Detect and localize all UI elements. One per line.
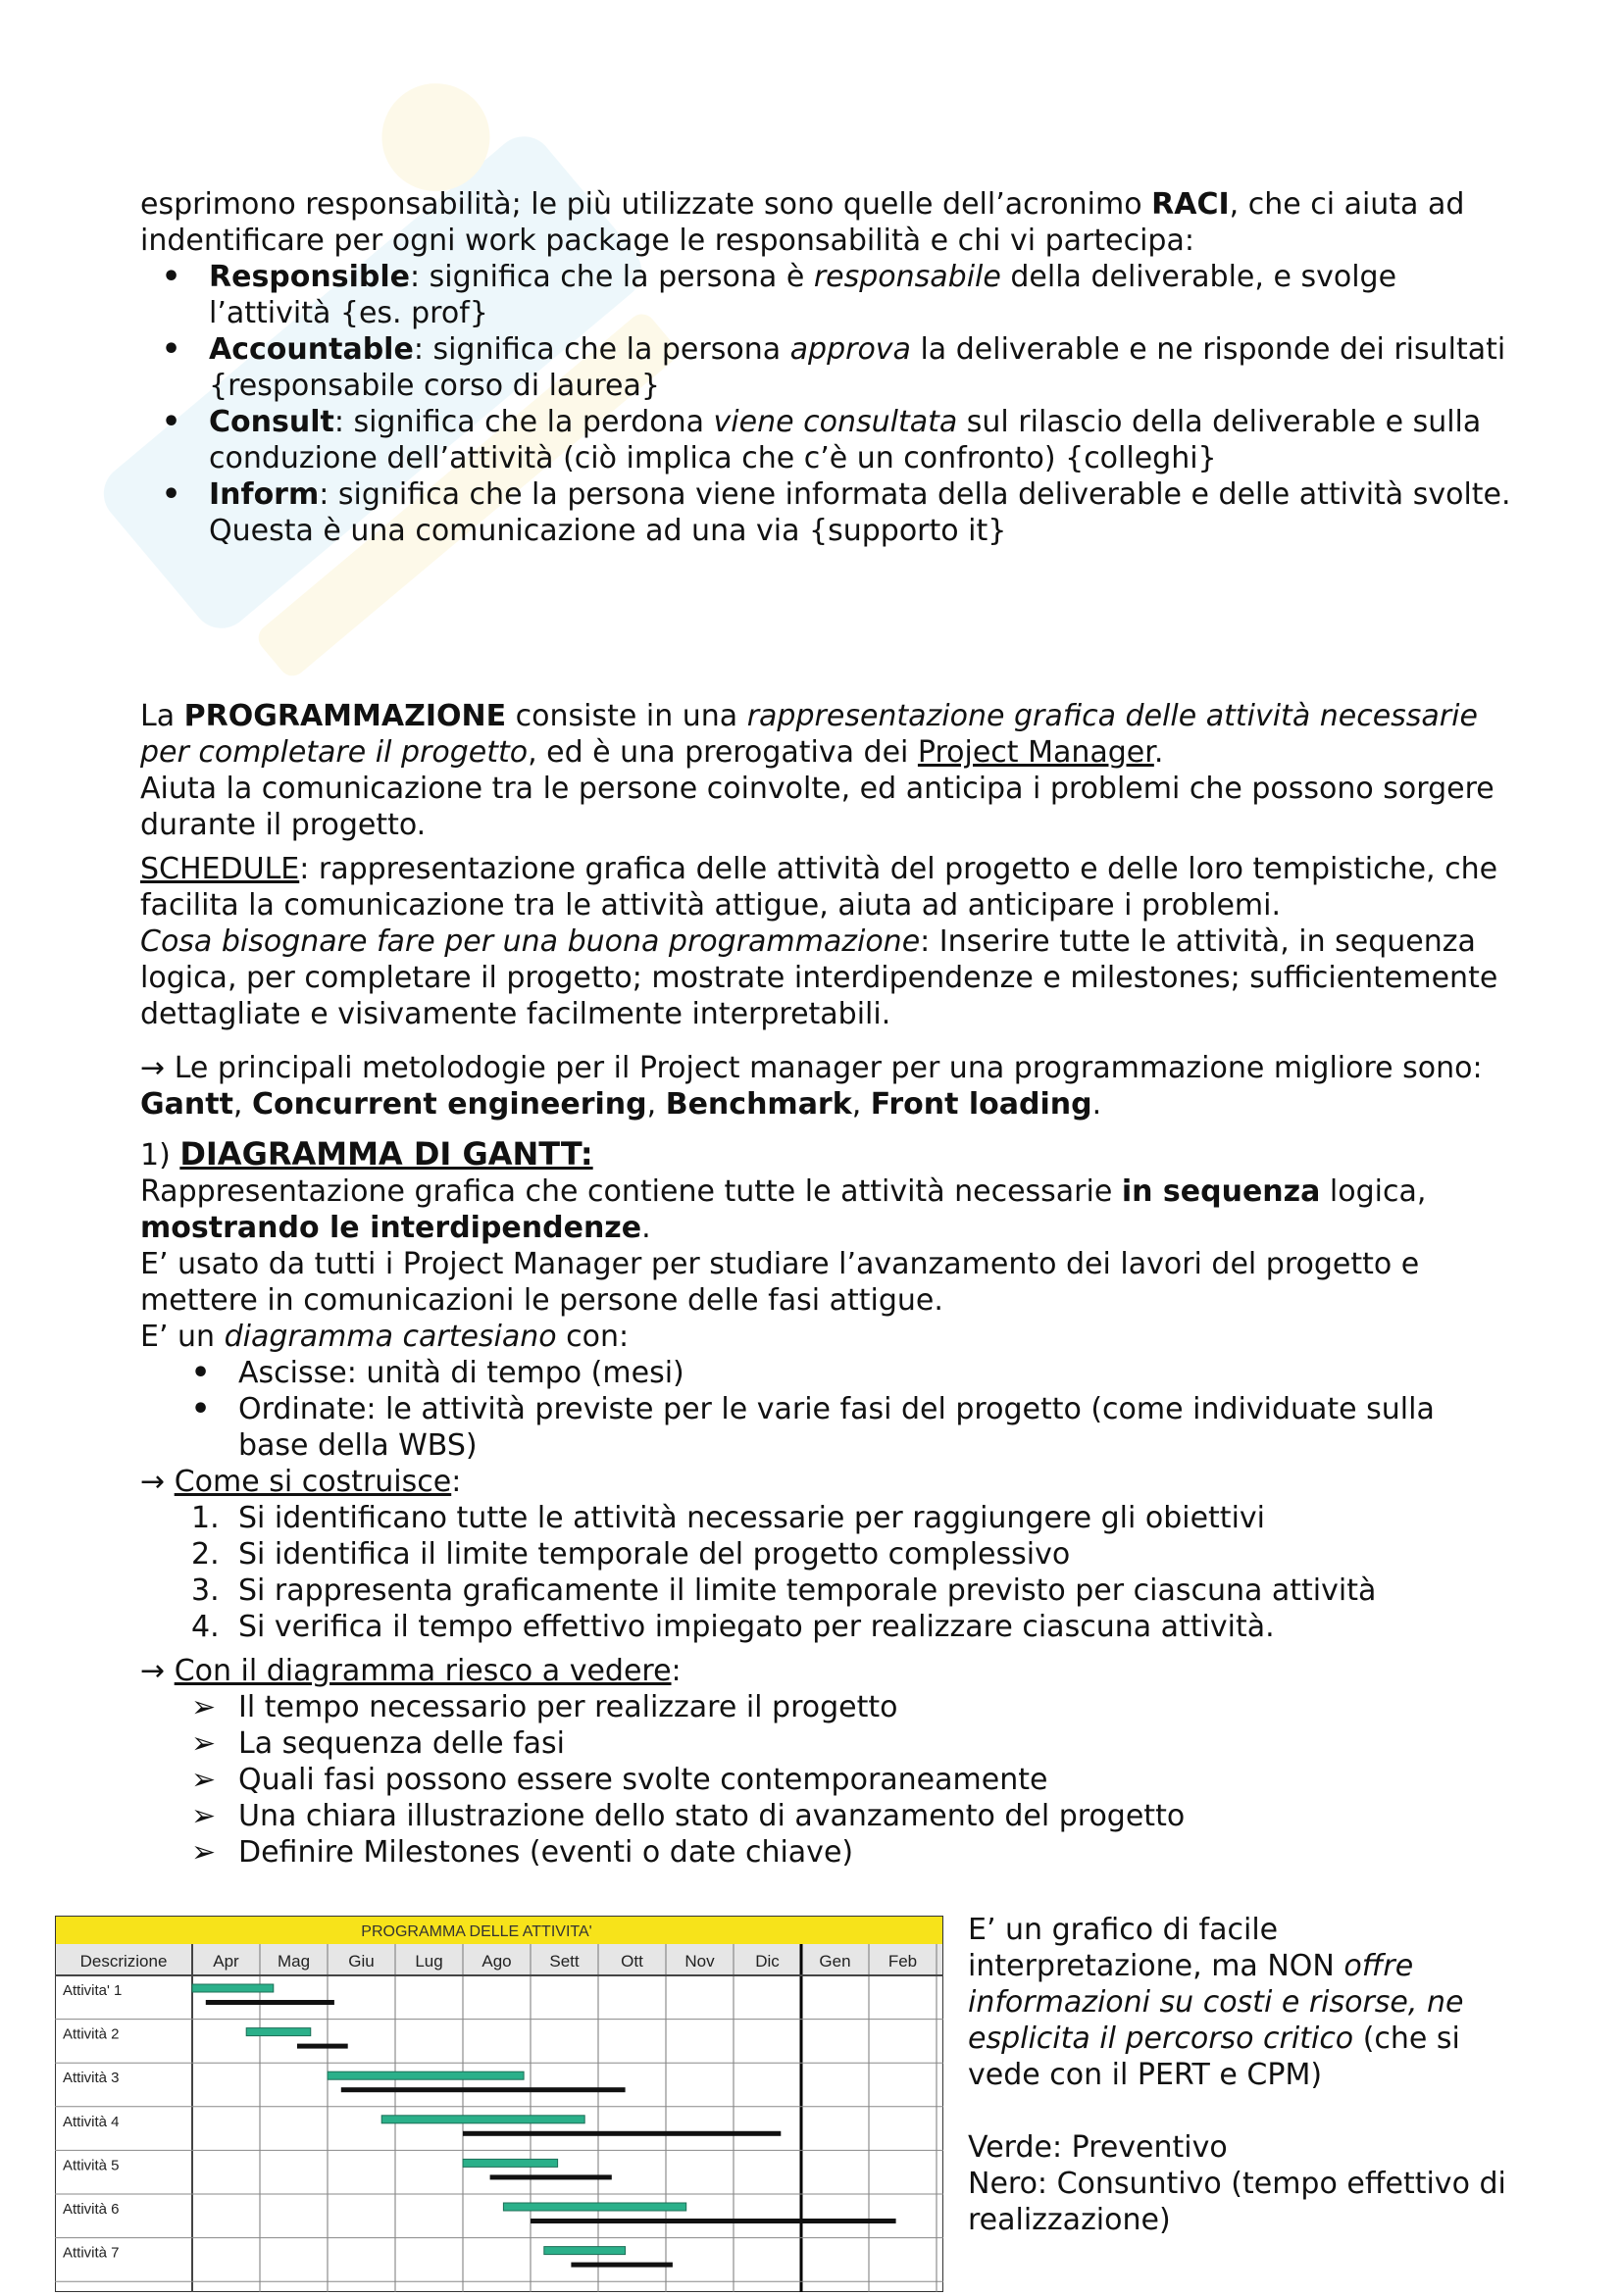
raci-item-accountable (140, 331, 1513, 404)
raci-item-inform (140, 476, 1513, 549)
raci-item-responsible (140, 259, 1513, 331)
step-text: Si verifica il tempo effettivo impiegato per realizzare ciascuna attività. (238, 1610, 1275, 1644)
gantt-paragraph-1 (140, 1173, 1513, 1246)
month-label: Gen (819, 1952, 851, 1971)
see-heading (140, 1653, 1513, 1689)
method-benchmark: Benchmark (665, 1087, 852, 1122)
prog-paragraph-2: Aiuta la comunicazione tra le persone coinvolte, ed anticipa i problemi che possono sorgere durante il progetto. (140, 772, 1494, 842)
item-text: Definire Milestones (eventi o date chiave) (238, 1835, 854, 1870)
raci-term: Responsible (209, 260, 410, 294)
month-label: Lug (415, 1952, 443, 1971)
step-number: 3. (191, 1573, 220, 1608)
raci-acronym: RACI (1151, 187, 1230, 222)
planned-bar (192, 1984, 274, 1992)
list-item (140, 1536, 1513, 1572)
task-label: Attività 5 (63, 2157, 120, 2174)
axes-list (140, 1355, 1513, 1464)
actual-bar (490, 2174, 612, 2179)
month-label: Giu (348, 1952, 375, 1971)
month-label: Feb (887, 1952, 918, 1971)
month-label: Mag (277, 1952, 311, 1971)
actual-bar (531, 2219, 896, 2223)
step-number: 1. (191, 1501, 220, 1535)
item-text: Una chiara illustrazione dello stato di avanzamento del progetto (238, 1799, 1186, 1833)
schedule-paragraph (140, 851, 1513, 923)
text-italic: diagramma cartesiano (224, 1320, 557, 1354)
text: . (1091, 1087, 1102, 1122)
month-label: Nov (684, 1952, 715, 1971)
text: consiste in una (506, 699, 747, 733)
programmazione-section (140, 698, 1513, 1871)
method-front-loading: Front loading (870, 1087, 1092, 1122)
text: (che si vede con il PERT e CPM) (968, 2021, 1460, 2092)
prog-definition: rappresentazione grafica delle attività necessarie per completare il progetto (140, 699, 1478, 770)
list-item (140, 1725, 1513, 1762)
gantt-heading (140, 1136, 1513, 1173)
arrow-icon: → (140, 1654, 166, 1688)
prog-paragraph-1 (140, 698, 1513, 771)
raci-text: : significa che la persona (413, 332, 790, 367)
arrow-icon: → (140, 1465, 166, 1499)
raci-section (140, 186, 1513, 549)
list-item: • Ordinate: le attività previste per le varie fasi del progetto (come individuate sulla base della WBS) (140, 1391, 1513, 1464)
actual-bar (206, 2000, 334, 2005)
planned-bar (503, 2203, 685, 2211)
raci-emphasis: responsabile (813, 260, 1001, 294)
legend-actual: Nero: Consuntivo (tempo effettivo di realizzazione) (968, 2167, 1506, 2237)
colon: : (671, 1654, 682, 1688)
build-title: Come si costruisce (174, 1465, 452, 1499)
month-label: Sett (549, 1952, 580, 1971)
gantt-header-label: Descrizione (79, 1952, 168, 1971)
task-label: Attività 3 (63, 2070, 120, 2087)
raci-text: : significa che la persona è (410, 260, 814, 294)
item-text: Il tempo necessario per realizzare il progetto (238, 1690, 898, 1724)
build-steps (140, 1500, 1513, 1645)
arrowhead-bullet-icon: ➢ (191, 1799, 217, 1833)
gantt-paragraph-3 (140, 1319, 1513, 1355)
arrowhead-bullet-icon: ➢ (191, 1835, 217, 1870)
colon: : (451, 1465, 462, 1499)
list-item (140, 1689, 1513, 1725)
raci-list (140, 259, 1513, 549)
legend-planned: Verde: Preventivo (968, 2130, 1228, 2165)
gantt-chart (55, 1916, 943, 2292)
step-number: 4. (191, 1610, 220, 1644)
gantt-title: PROGRAMMA DELLE ATTIVITA' (361, 1923, 592, 1940)
methodologies-paragraph (140, 1050, 1513, 1123)
prog-paragraph-4 (140, 923, 1513, 1032)
section-number: 1) (140, 1138, 180, 1173)
task-label: Attività 2 (63, 2025, 120, 2043)
separator: , (232, 1087, 252, 1122)
planned-bar (328, 2071, 524, 2079)
month-label: Ago (481, 1952, 512, 1971)
method-gantt: Gantt (140, 1087, 233, 1122)
text: : rappresentazione grafica delle attività del progetto e delle loro tempistiche, che facilita la comunicazione tra le attività attigue, aiuta ad anticipare i problemi. (140, 852, 1498, 923)
planned-bar (246, 2028, 311, 2036)
method-concurrent: Concurrent engineering (252, 1087, 647, 1122)
prog-question: Cosa bisognare fare per una buona programmazione (140, 924, 921, 959)
raci-text: sul rilascio della deliverable e sulla conduzione dell’attività (ciò implica che c’è un confronto) {colleghi} (209, 405, 1482, 475)
side-note-paragraph (968, 1912, 1517, 2093)
actual-bar (571, 2263, 673, 2268)
step-number: 2. (191, 1537, 220, 1572)
list-item (140, 1609, 1513, 1645)
arrowhead-bullet-icon: ➢ (191, 1690, 217, 1724)
step-text: Si rappresenta graficamente il limite temporale previsto per ciascuna attività (238, 1573, 1377, 1608)
item-text: Quali fasi possono essere svolte contemporaneamente (238, 1763, 1048, 1797)
step-text: Si identifica il limite temporale del progetto complessivo (238, 1537, 1071, 1572)
actual-bar (341, 2087, 626, 2092)
raci-emphasis: viene consultata (713, 405, 958, 439)
list-item: • Ascisse: unità di tempo (mesi) (140, 1355, 1513, 1391)
prog-keyword: PROGRAMMAZIONE (183, 699, 507, 733)
month-label: Ott (621, 1952, 643, 1971)
raci-term: Inform (209, 477, 320, 512)
arrow-icon: → (140, 1051, 166, 1085)
raci-text: della deliverable, e svolge l’attività {es. prof} (209, 260, 1397, 330)
list-item (140, 1834, 1513, 1871)
raci-intro (140, 186, 1513, 259)
build-heading (140, 1464, 1513, 1500)
list-item (140, 1500, 1513, 1536)
text: Le principali metolodogie per il Project manager per una programmazione migliore sono: (174, 1051, 1483, 1085)
actual-bar (297, 2044, 348, 2049)
raci-item-consult (140, 404, 1513, 476)
list-item (140, 1572, 1513, 1609)
raci-term: Accountable (209, 332, 414, 367)
arrowhead-bullet-icon: ➢ (191, 1763, 217, 1797)
text: logica, (1320, 1174, 1427, 1209)
section-title: DIAGRAMMA DI GANTT: (179, 1135, 593, 1173)
task-label: Attivita' 1 (63, 1982, 123, 1999)
schedule-term: SCHEDULE (140, 852, 300, 886)
actual-bar (463, 2131, 781, 2136)
task-label: Attività 7 (63, 2244, 120, 2262)
item-text: La sequenza delle fasi (238, 1726, 565, 1761)
raci-term: Consult (209, 405, 334, 439)
separator: , (851, 1087, 871, 1122)
planned-bar (463, 2159, 558, 2167)
text: E’ un (140, 1320, 225, 1354)
step-text: Si identificano tutte le attività necessarie per raggiungere gli obiettivi (238, 1501, 1265, 1535)
project-manager-underlined: Project Manager (917, 735, 1154, 770)
see-title: Con il diagramma riesco a vedere (174, 1654, 672, 1688)
task-label: Attività 6 (63, 2201, 120, 2218)
text: con: (556, 1320, 630, 1354)
text: La (140, 699, 184, 733)
raci-intro-text: esprimono responsabilità; le più utilizzate sono quelle dell’acronimo (140, 187, 1152, 222)
text: . (1153, 735, 1164, 770)
raci-text: : significa che la perdona (333, 405, 714, 439)
gantt-side-note (968, 1912, 1517, 2238)
gantt-paragraph-2: E’ usato da tutti i Project Manager per studiare l’avanzamento dei lavori del progetto e mettere in comunicazioni le persone delle fasi attigue. (140, 1247, 1420, 1318)
raci-text: : significa che la persona viene informata della deliverable e delle attività svolte. Questa è una comunicazione ad una via {supporto it} (209, 477, 1511, 548)
text: , ed è una prerogativa dei (528, 735, 918, 770)
text: : Inserire tutte le attività, in sequenza logica, per completare il progetto; mostrate interdipendenze e milestones; sufficientemente dettagliate e visivamente facilmente interpretabili. (140, 924, 1498, 1031)
task-label: Attività 4 (63, 2113, 120, 2130)
month-label: Apr (213, 1952, 239, 1971)
raci-text: la deliverable e ne risponde dei risultati {responsabile corso di laurea} (209, 332, 1506, 403)
text-italic: offre informazioni su costi e risorse, ne esplicita il percorso critico (968, 1949, 1464, 2056)
arrowhead-bullet-icon: ➢ (191, 1726, 217, 1761)
raci-intro-text-2: , che ci aiuta ad indentificare per ogni work package le responsabilità e chi vi partecipa: (140, 187, 1465, 258)
text-bold: in sequenza (1121, 1174, 1321, 1209)
planned-bar (544, 2247, 626, 2255)
month-label: Dic (755, 1952, 780, 1971)
text-bold: mostrando le interdipendenze (140, 1211, 642, 1245)
separator: , (646, 1087, 666, 1122)
see-list (140, 1689, 1513, 1871)
list-item (140, 1798, 1513, 1834)
text: . (641, 1211, 651, 1245)
text: E’ un grafico di facile interpretazione, ma NON (968, 1913, 1344, 1983)
planned-bar (381, 2116, 584, 2123)
list-item (140, 1762, 1513, 1798)
raci-emphasis: approva (789, 332, 911, 367)
text: Rappresentazione grafica che contiene tutte le attività necessarie (140, 1174, 1122, 1209)
